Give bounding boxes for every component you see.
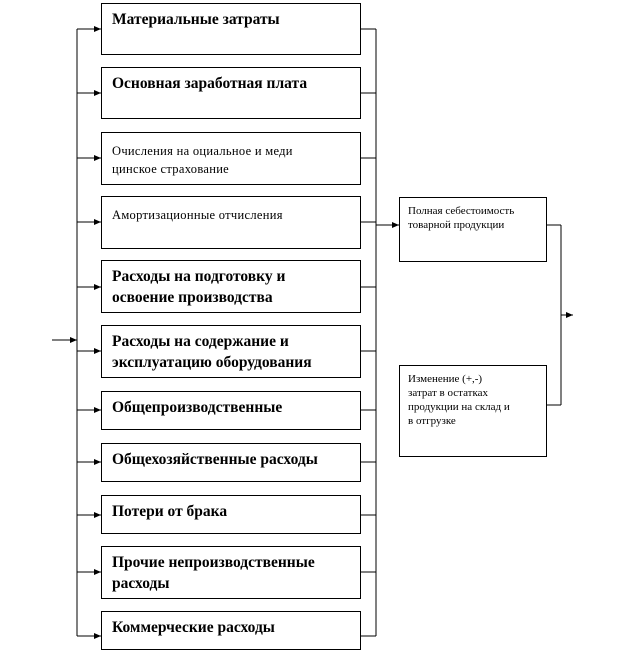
cost-item-label: Основная заработная плата [112, 75, 308, 92]
cost-item-insurance [101, 132, 361, 185]
cost-item-production-preparation [101, 260, 361, 313]
cost-item-defect-losses [101, 495, 361, 534]
cost-item-label: Расходы на подготовку и освоение производства [112, 268, 286, 306]
inventory-change-label: Изменение (+,-) затрат в остатках продукции на склад и в отгрузке [408, 373, 510, 427]
cost-item-depreciation [101, 196, 361, 249]
cost-item-other-nonproduction [101, 546, 361, 599]
cost-item-label: Расходы на содержание и эксплуатацию оборудования [112, 333, 312, 371]
cost-item-label: Амортизационные отчисления [112, 208, 283, 222]
cost-item-label: Потери от брака [112, 503, 228, 520]
cost-item-equipment-maintenance [101, 325, 361, 378]
cost-item-commercial [101, 611, 361, 650]
right-branch-lines [361, 29, 376, 636]
cost-item-base-salary [101, 67, 361, 119]
cost-item-material [101, 3, 361, 55]
inventory-change-box [399, 365, 547, 457]
full-cost-label: Полная себестоимость товарной продукции [408, 205, 515, 231]
cost-item-label: Прочие непроизводственные расходы [112, 554, 315, 592]
cost-item-general-business [101, 443, 361, 482]
cost-item-general-production [101, 391, 361, 430]
cost-item-label: Общехозяйственные расходы [112, 451, 318, 468]
cost-item-label: Материальные затраты [112, 11, 280, 28]
cost-item-label: Общепроизводственные [112, 399, 283, 416]
left-branch-arrows [77, 29, 101, 636]
cost-item-label: Коммерческие расходы [112, 619, 275, 636]
full-cost-box [399, 197, 547, 262]
cost-item-label: Очисления на оциальное и меди цинское страхование [112, 144, 293, 176]
